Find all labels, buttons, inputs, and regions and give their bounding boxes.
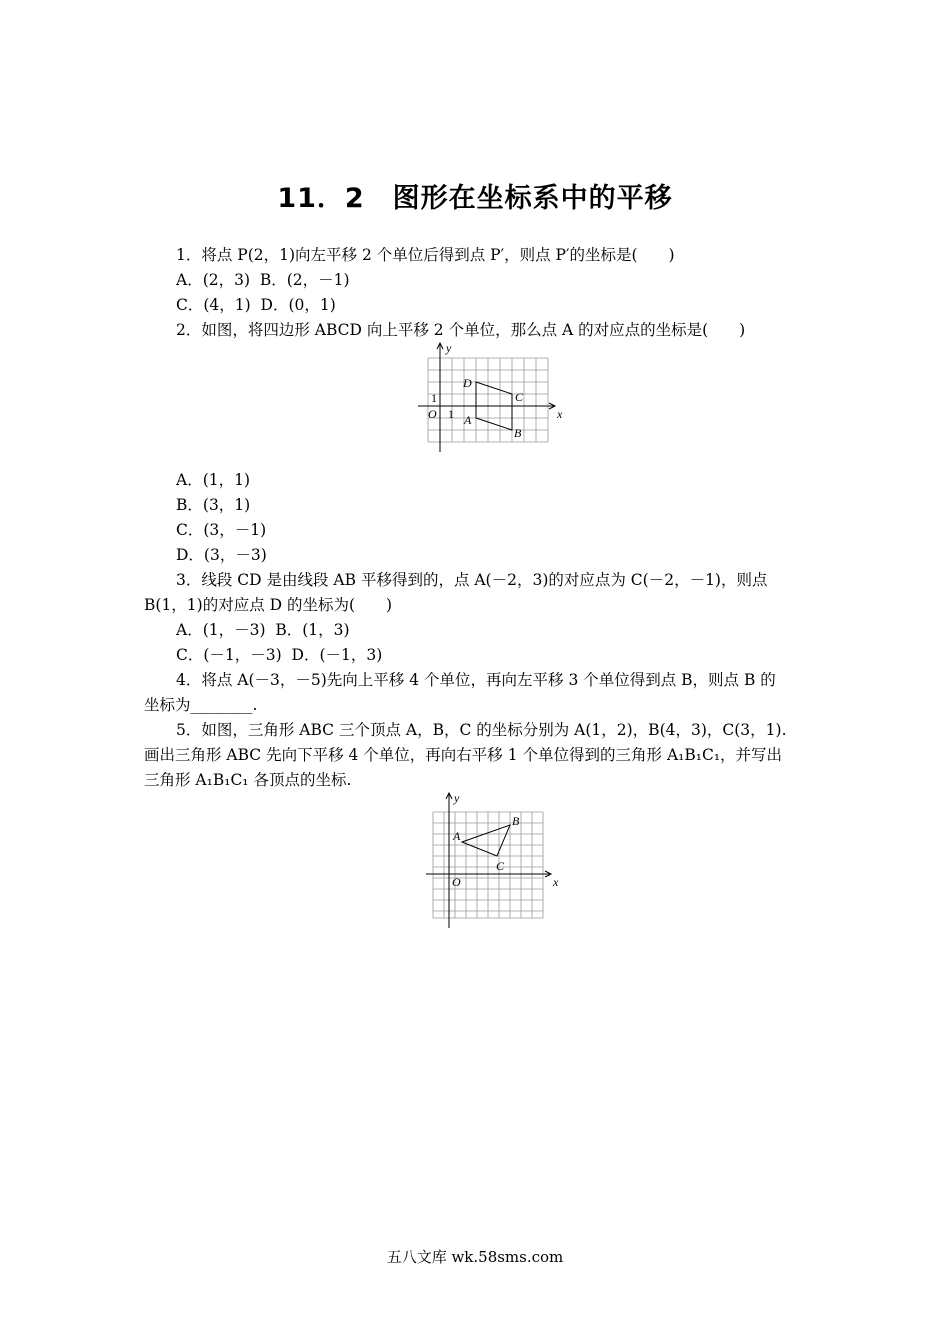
q5-stem-line3: 三角形 A₁B₁C₁ 各顶点的坐标. [144,771,352,789]
figure-quadrilateral [412,340,572,452]
q3-stem-line2: B(1，1)的对应点 D 的坐标为( ) [144,596,393,614]
q5-stem-line2: 画出三角形 ABC 先向下平移 4 个单位，再向右平移 1 个单位得到的三角形 A₁B₁C₁，并写出 [144,746,783,764]
origin-label: O [428,407,437,421]
origin-label: O [452,875,461,889]
vertex-d-label: D [463,376,472,390]
q1-stem: 1．将点 P(2，1)向左平移 2 个单位后得到点 P′，则点 P′的坐标是( ) [176,246,675,264]
footer-watermark: 五八文库 wk.58sms.com [386,1248,564,1266]
q2-stem: 2．如图，将四边形 ABCD 向上平移 2 个单位，那么点 A 的对应点的坐标是( ) [176,321,746,339]
vertex-a-label: A [453,829,461,843]
q3-stem-line1: 3．线段 CD 是由线段 AB 平移得到的，点 A(－2，3)的对应点为 C(－2，－1)，则点 [176,571,768,589]
q1-options-cd: C．(4，1) D．(0，1) [176,296,336,314]
q3-options-ab: A．(1，－3) B．(1，3) [176,621,350,639]
vertex-b-label: B [514,426,522,440]
axis-y-label: y [446,341,452,355]
tick-y-label: 1 [431,391,437,405]
q2-option-c: C．(3，－1) [176,521,267,539]
q4-stem-line2: 坐标为________. [144,696,258,714]
q2-option-b: B．(3，1) [176,496,251,514]
q3-options-cd: C．(－1，－3) D．(－1，3) [176,646,383,664]
tick-x-label: 1 [448,407,454,421]
page-title: 11．2 图形在坐标系中的平移 [277,183,673,214]
axis-y-label: y [454,791,460,805]
figure-triangle [422,788,562,928]
q4-stem-line1: 4．将点 A(－3，－5)先向上平移 4 个单位，再向左平移 3 个单位得到点 B，则点 B 的 [176,671,776,689]
vertex-c-label: C [496,859,505,873]
q2-option-d: D．(3，－3) [176,546,267,564]
axis-x-label: x [557,407,563,421]
q5-stem-line1: 5．如图，三角形 ABC 三个顶点 A，B，C 的坐标分别为 A(1，2)，B(4，3)，C(3，1). [176,721,787,739]
vertex-b-label: B [512,814,520,828]
q1-options-ab: A．(2，3) B．(2，－1) [176,271,350,289]
q2-option-a: A．(1，1) [176,471,251,489]
vertex-c-label: C [515,390,524,404]
axis-x-label: x [553,875,559,889]
vertex-a-label: A [464,413,472,427]
